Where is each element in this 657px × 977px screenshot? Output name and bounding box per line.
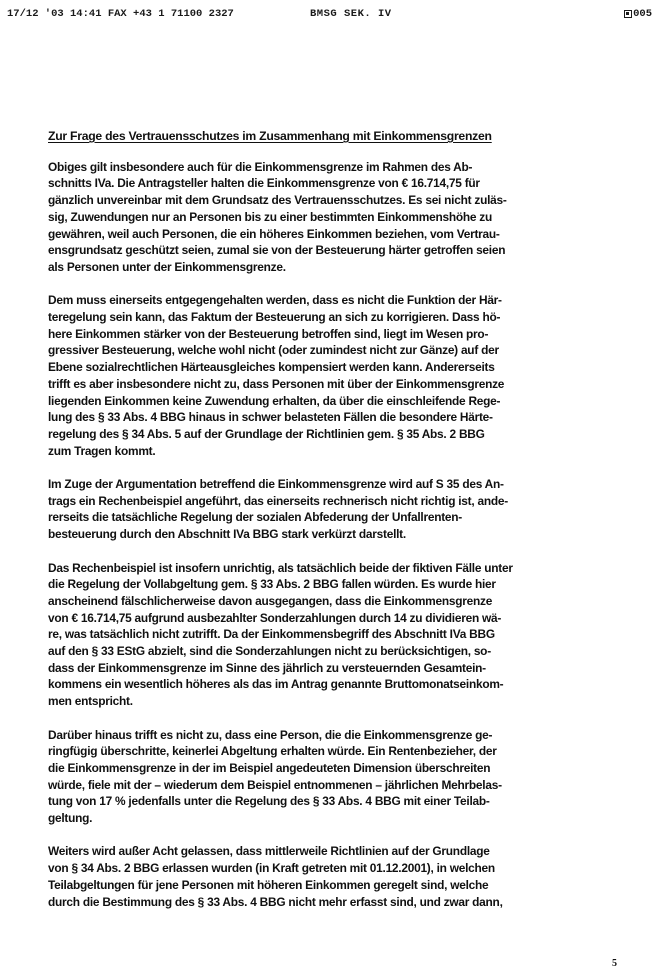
text-line: gressiver Besteuerung, welche wohl nicht (oder zumindest nicht zur Gänze) auf der bbox=[48, 343, 499, 358]
text-line: Dem muss einerseits entgegengehalten werden, dass es nicht die Funktion der Här- bbox=[48, 293, 502, 308]
text-line: Darüber hinaus trifft es nicht zu, dass eine Person, die die Einkommensgrenze ge- bbox=[48, 727, 493, 742]
text-line: besteuerung durch den Abschnitt IVa BBG stark verkürzt darstellt. bbox=[48, 527, 406, 542]
paragraph bbox=[48, 476, 618, 543]
text-line: geltung. bbox=[48, 811, 93, 826]
text-line: ringfügig überschritte, keinerlei Abgeltung erhalten würde. Ein Rentenbezieher, der bbox=[48, 744, 497, 759]
text-line: teregelung sein kann, das Faktum der Besteuerung an sich zu korrigieren. Dass hö- bbox=[48, 310, 501, 325]
text-line: als Personen unter der Einkommensgrenze. bbox=[48, 259, 286, 274]
text-line: Teilabgeltungen für jene Personen mit höheren Einkommen geregelt sind, welche bbox=[48, 877, 489, 892]
paragraph bbox=[48, 159, 618, 276]
text-line: Das Rechenbeispiel ist insofern unrichtig, als tatsächlich beide der fiktiven Fälle unter bbox=[48, 560, 513, 575]
fax-number: FAX +43 1 71100 2327 bbox=[107, 8, 234, 20]
text-line: die Einkommensgrenze in der im Beispiel angedeuteten Dimension überschreiten bbox=[48, 760, 491, 775]
page-number: 5 bbox=[612, 958, 617, 969]
text-line: sig, Zuwendungen nur an Personen bis zu einer bestimmten Einkommenshöhe zu bbox=[48, 209, 492, 224]
text-line: auf den § 33 EStG abzielt, sind die Sonderzahlungen nicht zu berücksichtigen, so- bbox=[48, 644, 491, 659]
paragraph bbox=[48, 292, 618, 459]
text-line: von € 16.714,75 aufgrund ausbezahlter Sonderzahlungen durch 14 zu dividieren wä- bbox=[48, 610, 502, 625]
fax-page-code-number: 005 bbox=[633, 8, 652, 20]
text-line: Obiges gilt insbesondere auch für die Einkommensgrenze im Rahmen des Ab- bbox=[48, 159, 473, 174]
text-line: lung des § 33 Abs. 4 BBG hinaus in schwer belasteten Fällen die besondere Härte- bbox=[48, 410, 493, 425]
text-line: die Regelung der Vollabgeltung gem. § 33 Abs. 2 BBG fallen würden. Es wurde hier bbox=[48, 577, 496, 592]
paragraphs bbox=[48, 159, 618, 911]
text-line: dass der Einkommensgrenze im Sinne des jährlich zu versteuernden Gesamtein- bbox=[48, 660, 486, 675]
fax-datetime: 17/12 '03 14:41 bbox=[7, 8, 102, 20]
text-line: von § 34 Abs. 2 BBG erlassen wurden (in Kraft getreten mit 01.12.2001), in welchen bbox=[48, 861, 495, 876]
text-line: ensgrundsatz geschützt seien, zumal sie von der Besteuerung härter getroffen seien bbox=[48, 243, 506, 258]
paragraph bbox=[48, 560, 618, 710]
section-title: Zur Frage des Vertrauensschutzes im Zusammenhang mit Einkommensgrenzen bbox=[48, 129, 492, 143]
paragraph bbox=[48, 843, 618, 910]
text-line: re, was tatsächlich nicht zutrifft. Da der Einkommensbegriff des Abschnitt IVa BBG bbox=[48, 627, 495, 642]
text-line: men entspricht. bbox=[48, 694, 133, 709]
text-line: zum Tragen kommt. bbox=[48, 443, 156, 458]
text-line: here Einkommen stärker von der Besteuerung betroffen sind, liegt im Wesen pro- bbox=[48, 326, 489, 341]
text-line: gewähren, weil auch Personen, die ein höheres Einkommen beziehen, vom Vertrau- bbox=[48, 226, 500, 241]
fax-header bbox=[7, 8, 652, 24]
text-line: tung von 17 % jedenfalls unter die Regelung des § 33 Abs. 4 BBG mit einer Teilab- bbox=[48, 794, 490, 809]
fax-page-code bbox=[624, 8, 652, 20]
text-line: liegenden Einkommen keine Zuwendung erhalten, da über die einschleifende Rege- bbox=[48, 393, 501, 408]
fax-sender: BMSG SEK. IV bbox=[310, 8, 392, 20]
text-line: Ebene sozialrechtlichen Härteausgleiches kompensiert werden kann. Andererseits bbox=[48, 360, 495, 375]
text-line: durch die Bestimmung des § 33 Abs. 4 BBG nicht mehr erfasst sind, und zwar dann, bbox=[48, 894, 503, 909]
fax-page-box-icon bbox=[624, 10, 632, 18]
document-body bbox=[48, 128, 618, 927]
text-line: rerseits die tatsächliche Regelung der sozialen Abfederung der Unfallrenten- bbox=[48, 510, 463, 525]
text-line: Im Zuge der Argumentation betreffend die Einkommensgrenze wird auf S 35 des An- bbox=[48, 477, 504, 492]
text-line: trags ein Rechenbeispiel angeführt, das einerseits rechnerisch nicht richtig ist, ande- bbox=[48, 493, 508, 508]
text-line: gänzlich unvereinbar mit dem Grundsatz des Vertrauensschutzes. Es sei nicht zuläs- bbox=[48, 193, 507, 208]
text-line: würde, fiele mit der – wiederum dem Beispiel entnommenen – jährlichen Mehrbelas- bbox=[48, 777, 502, 792]
text-line: schnitts IVa. Die Antragsteller halten die Einkommensgrenze von € 16.714,75 für bbox=[48, 176, 480, 191]
text-line: trifft es aber insbesondere nicht zu, dass Personen mit über der Einkommensgrenze bbox=[48, 376, 505, 391]
text-line: anscheinend fälschlicherweise davon ausgegangen, dass die Einkommensgrenze bbox=[48, 593, 493, 608]
fax-header-left bbox=[7, 8, 234, 20]
text-line: Weiters wird außer Acht gelassen, dass mittlerweile Richtlinien auf der Grundlage bbox=[48, 844, 490, 859]
paragraph bbox=[48, 727, 618, 827]
text-line: regelung des § 34 Abs. 5 auf der Grundlage der Richtlinien gem. § 35 Abs. 2 BBG bbox=[48, 426, 485, 441]
text-line: kommens ein wesentlich höheres als das im Antrag genannte Bruttomonatseinkom- bbox=[48, 677, 504, 692]
